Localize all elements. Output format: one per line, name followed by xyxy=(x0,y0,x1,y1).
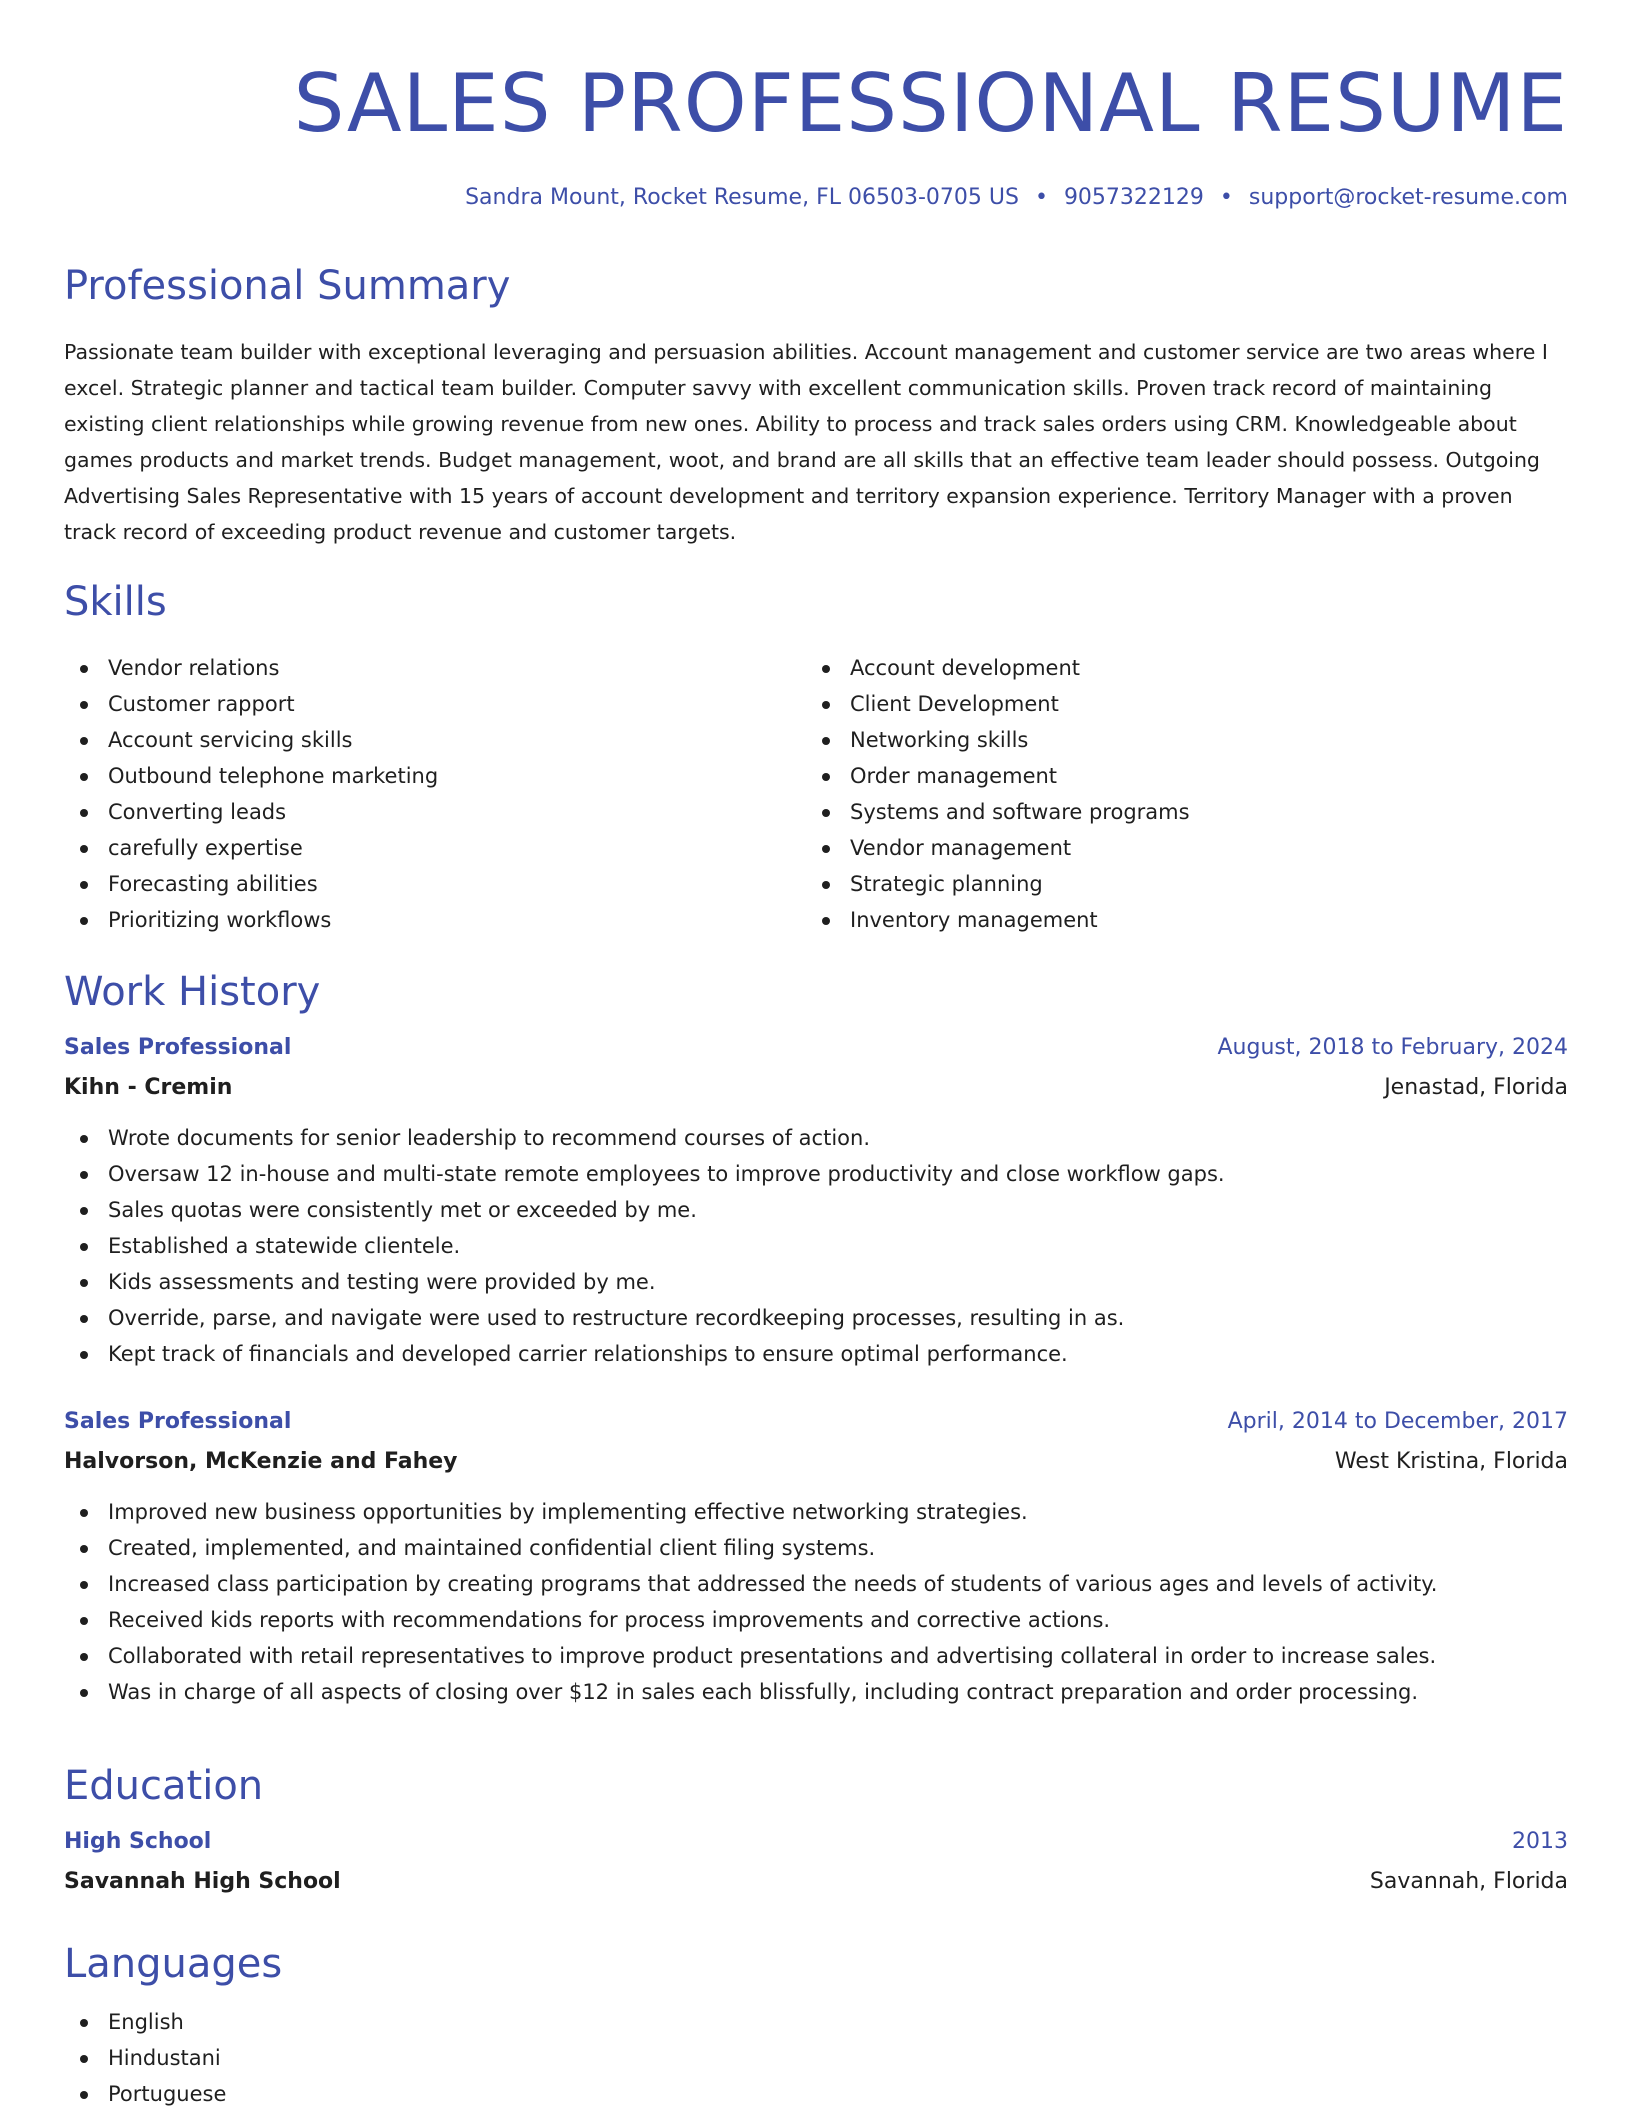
contact-line xyxy=(64,182,1568,214)
education-heading: Education xyxy=(64,1763,264,1809)
language-item: Portuguese xyxy=(64,2076,1568,2112)
job-bullet: Collaborated with retail representatives to improve product presentations and advertising collateral in order to increase sales. xyxy=(64,1638,1568,1674)
job-bullet: Created, implemented, and maintained confidential client filing systems. xyxy=(64,1530,1568,1566)
job-dates: August, 2018 to February, 2024 xyxy=(1217,1035,1568,1060)
summary-heading: Professional Summary xyxy=(64,263,511,309)
skills-heading: Skills xyxy=(64,579,167,625)
languages-section xyxy=(64,1938,1568,2112)
language-item: English xyxy=(64,2004,1568,2040)
skill-item: Prioritizing workflows xyxy=(64,902,806,938)
summary-section xyxy=(64,260,1568,550)
job-dates: April, 2014 to December, 2017 xyxy=(1227,1409,1568,1434)
job-bullet: Sales quotas were consistently met or exceeded by me. xyxy=(64,1192,1568,1228)
skill-item: Account development xyxy=(806,650,1548,686)
skills-column-left xyxy=(64,650,806,938)
skill-item: Vendor relations xyxy=(64,650,806,686)
skills-columns xyxy=(64,650,1568,938)
skills-section xyxy=(64,576,1568,938)
contact-email[interactable]: support@rocket-resume.com xyxy=(1248,185,1568,210)
job-bullet: Received kids reports with recommendations for process improvements and corrective actions. xyxy=(64,1602,1568,1638)
skill-item: Vendor management xyxy=(806,830,1548,866)
job-location: Jenastad, Florida xyxy=(1384,1075,1568,1100)
skill-item: Order management xyxy=(806,758,1548,794)
contact-phone: 9057322129 xyxy=(1063,185,1204,210)
skill-item: Customer rapport xyxy=(64,686,806,722)
skill-item: Strategic planning xyxy=(806,866,1548,902)
job-bullet: Wrote documents for senior leadership to recommend courses of action. xyxy=(64,1120,1568,1156)
education-school: Savannah High School xyxy=(64,1869,341,1894)
skill-item: Systems and software programs xyxy=(806,794,1548,830)
skill-item: Inventory management xyxy=(806,902,1548,938)
job-location: West Kristina, Florida xyxy=(1334,1449,1568,1474)
summary-text: Passionate team builder with exceptional leveraging and persuasion abilities. Account management and customer service are two areas where I excel. Strategic planner and tactical team builder. Computer savvy with excellent communication skills. Proven track record of maintaining existing client relationships while growing revenue from new ones. Ability to process and track sales orders using CRM. Knowledgeable about games products and market trends. Budget management, woot, and brand are all skills that an effective team leader should possess. Outgoing Advertising Sales Representative with 15 years of account development and territory expansion experience. Territory Manager with a proven track record of exceeding product revenue and customer targets. xyxy=(64,340,1548,544)
job-bullet: Increased class participation by creating programs that addressed the needs of students of various ages and levels of activity. xyxy=(64,1566,1568,1602)
language-item: Hindustani xyxy=(64,2040,1568,2076)
job-company: Halvorson, McKenzie and Fahey xyxy=(64,1449,458,1474)
job-bullet: Override, parse, and navigate were used to restructure recordkeeping processes, resulting in as. xyxy=(64,1300,1568,1336)
skill-item: Outbound telephone marketing xyxy=(64,758,806,794)
skill-item: Client Development xyxy=(806,686,1548,722)
skills-column-right xyxy=(806,650,1548,938)
job-bullet: Established a statewide clientele. xyxy=(64,1228,1568,1264)
education-location: Savannah, Florida xyxy=(1369,1869,1568,1894)
job-entry xyxy=(64,1028,1568,1372)
job-bullet: Kids assessments and testing were provided by me. xyxy=(64,1264,1568,1300)
contact-separator: • xyxy=(1034,185,1048,210)
education-year: 2013 xyxy=(1512,1829,1568,1854)
skill-item: Forecasting abilities xyxy=(64,866,806,902)
job-title: Sales Professional xyxy=(64,1035,292,1060)
work-history-section xyxy=(64,966,1568,1710)
languages-heading: Languages xyxy=(64,1941,283,1987)
job-bullet: Oversaw 12 in-house and multi-state remote employees to improve productivity and close workflow gaps. xyxy=(64,1156,1568,1192)
education-section xyxy=(64,1760,1568,1902)
skill-item: Networking skills xyxy=(806,722,1548,758)
contact-address: Sandra Mount, Rocket Resume, FL 06503-0705 US xyxy=(465,185,1019,210)
contact-separator: • xyxy=(1219,185,1233,210)
job-entry xyxy=(64,1402,1568,1710)
job-bullet: Kept track of financials and developed carrier relationships to ensure optimal performance. xyxy=(64,1336,1568,1372)
job-company: Kihn - Cremin xyxy=(64,1075,233,1100)
work-history-heading: Work History xyxy=(64,969,321,1015)
job-title: Sales Professional xyxy=(64,1409,292,1434)
resume-title: SALES PROFESSIONAL RESUME xyxy=(293,57,1568,150)
job-bullet: Improved new business opportunities by implementing effective networking strategies. xyxy=(64,1494,1568,1530)
skill-item: Account servicing skills xyxy=(64,722,806,758)
education-degree: High School xyxy=(64,1829,212,1854)
skill-item: Converting leads xyxy=(64,794,806,830)
skill-item: carefully expertise xyxy=(64,830,806,866)
job-bullet: Was in charge of all aspects of closing over $12 in sales each blissfully, including contract preparation and order processing. xyxy=(64,1674,1568,1710)
